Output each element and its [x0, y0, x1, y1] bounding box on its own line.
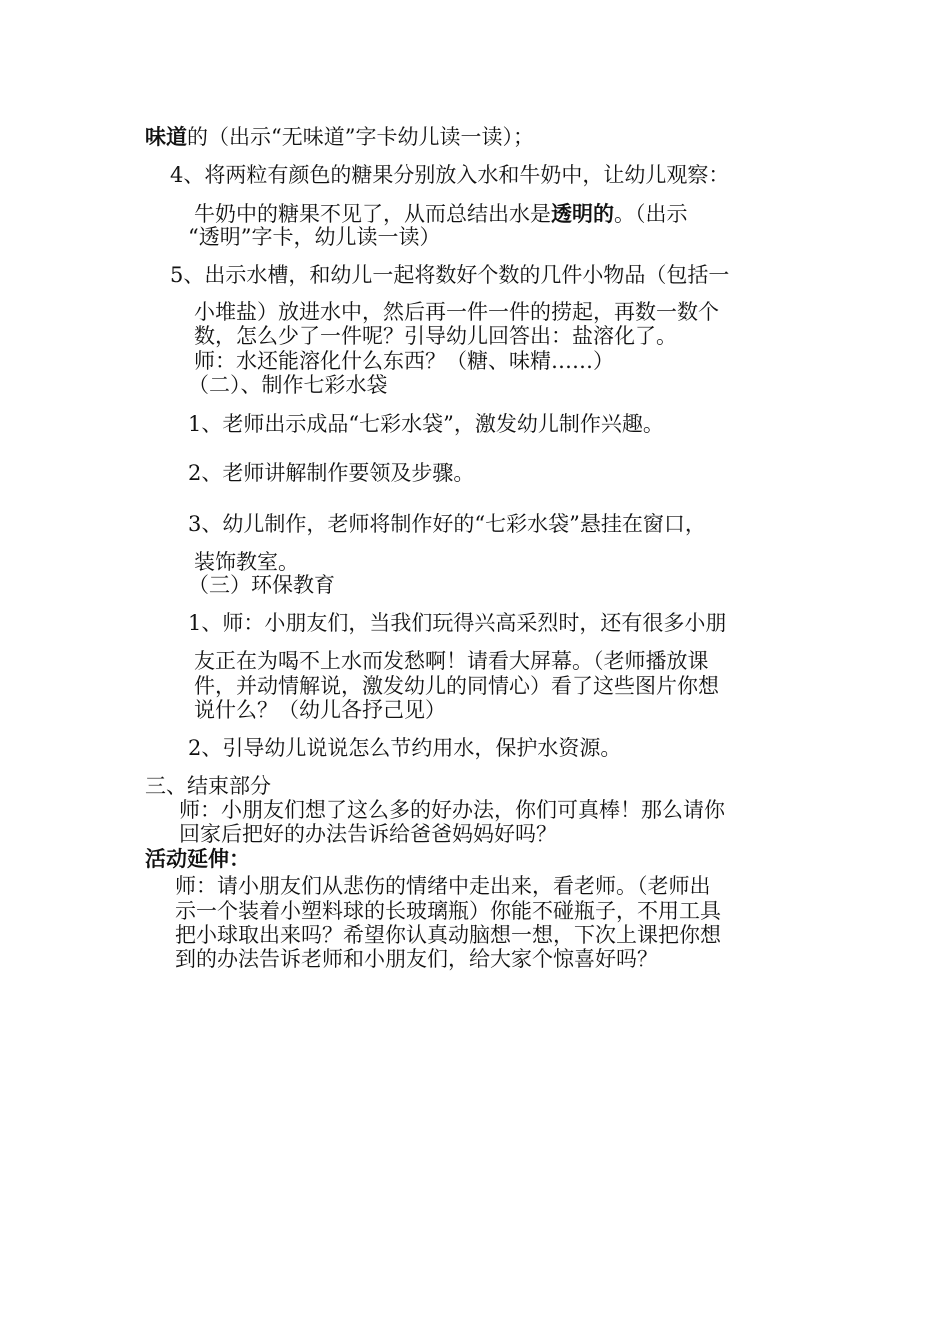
paragraph-line: 师：小朋友们想了这么多的好办法，你们可真棒！那么请你	[179, 798, 725, 822]
list-item: 2、老师讲解制作要领及步骤。	[188, 461, 475, 485]
list-item: 2、引导幼儿说说怎么节约用水，保护水资源。	[188, 736, 622, 760]
paragraph-line: 说什么？（幼儿各抒己见）	[194, 698, 446, 722]
bold-term: 透明的	[551, 201, 614, 226]
paragraph-line	[145, 124, 534, 150]
section-heading: （二）、制作七彩水袋	[188, 373, 388, 397]
paragraph-line: 装饰教室。	[194, 550, 299, 574]
paragraph-line: 到的办法告诉老师和小朋友们，给大家个惊喜好吗？	[175, 947, 658, 971]
line-text: 。（出示	[614, 202, 688, 226]
paragraph-line: 师：水还能溶化什么东西？（糖、味精……）	[194, 349, 614, 373]
paragraph-line: 数，怎么少了一件呢？引导幼儿回答出：盐溶化了。	[194, 324, 677, 348]
section-heading: 活动延伸：	[145, 846, 250, 871]
list-item: 1、师：小朋友们，当我们玩得兴高采烈时，还有很多小朋	[188, 611, 727, 635]
paragraph-line: 回家后把好的办法告诉给爸爸妈妈好吗？	[179, 822, 557, 846]
paragraph-line: 把小球取出来吗？希望你认真动脑想一想，下次上课把你想	[175, 923, 721, 947]
line-text: 的（出示“无味道”字卡幼儿读一读）；	[187, 125, 534, 149]
paragraph-line: 示一个装着小塑料球的长玻璃瓶）你能不碰瓶子，不用工具	[175, 899, 721, 923]
paragraph-line: 友正在为喝不上水而发愁啊！请看大屏幕。（老师播放课	[194, 649, 709, 673]
list-item: 3、幼儿制作，老师将制作好的“七彩水袋”悬挂在窗口，	[188, 512, 706, 536]
step-5-line: 5、出示水槽，和幼儿一起将数好个数的几件小物品（包括一	[170, 263, 730, 287]
step-4-line: 4、将两粒有颜色的糖果分别放入水和牛奶中，让幼儿观察：	[170, 163, 730, 187]
section-heading: 三、结束部分	[145, 774, 271, 798]
paragraph-line: “透明”字卡，幼儿读一读）	[188, 225, 441, 249]
paragraph-line: 件，并动情解说，激发幼儿的同情心）看了这些图片你想	[194, 674, 719, 698]
bold-term: 味道	[145, 124, 187, 149]
paragraph-line: 师：请小朋友们从悲伤的情绪中走出来，看老师。（老师出	[175, 874, 711, 898]
paragraph-line: 小堆盐）放进水中，然后再一件一件的捞起，再数一数个	[194, 300, 719, 324]
section-heading: （三）环保教育	[188, 573, 335, 597]
list-item: 1、老师出示成品“七彩水袋”，激发幼儿制作兴趣。	[188, 412, 664, 436]
line-text: 牛奶中的糖果不见了，从而总结出水是	[194, 202, 551, 226]
